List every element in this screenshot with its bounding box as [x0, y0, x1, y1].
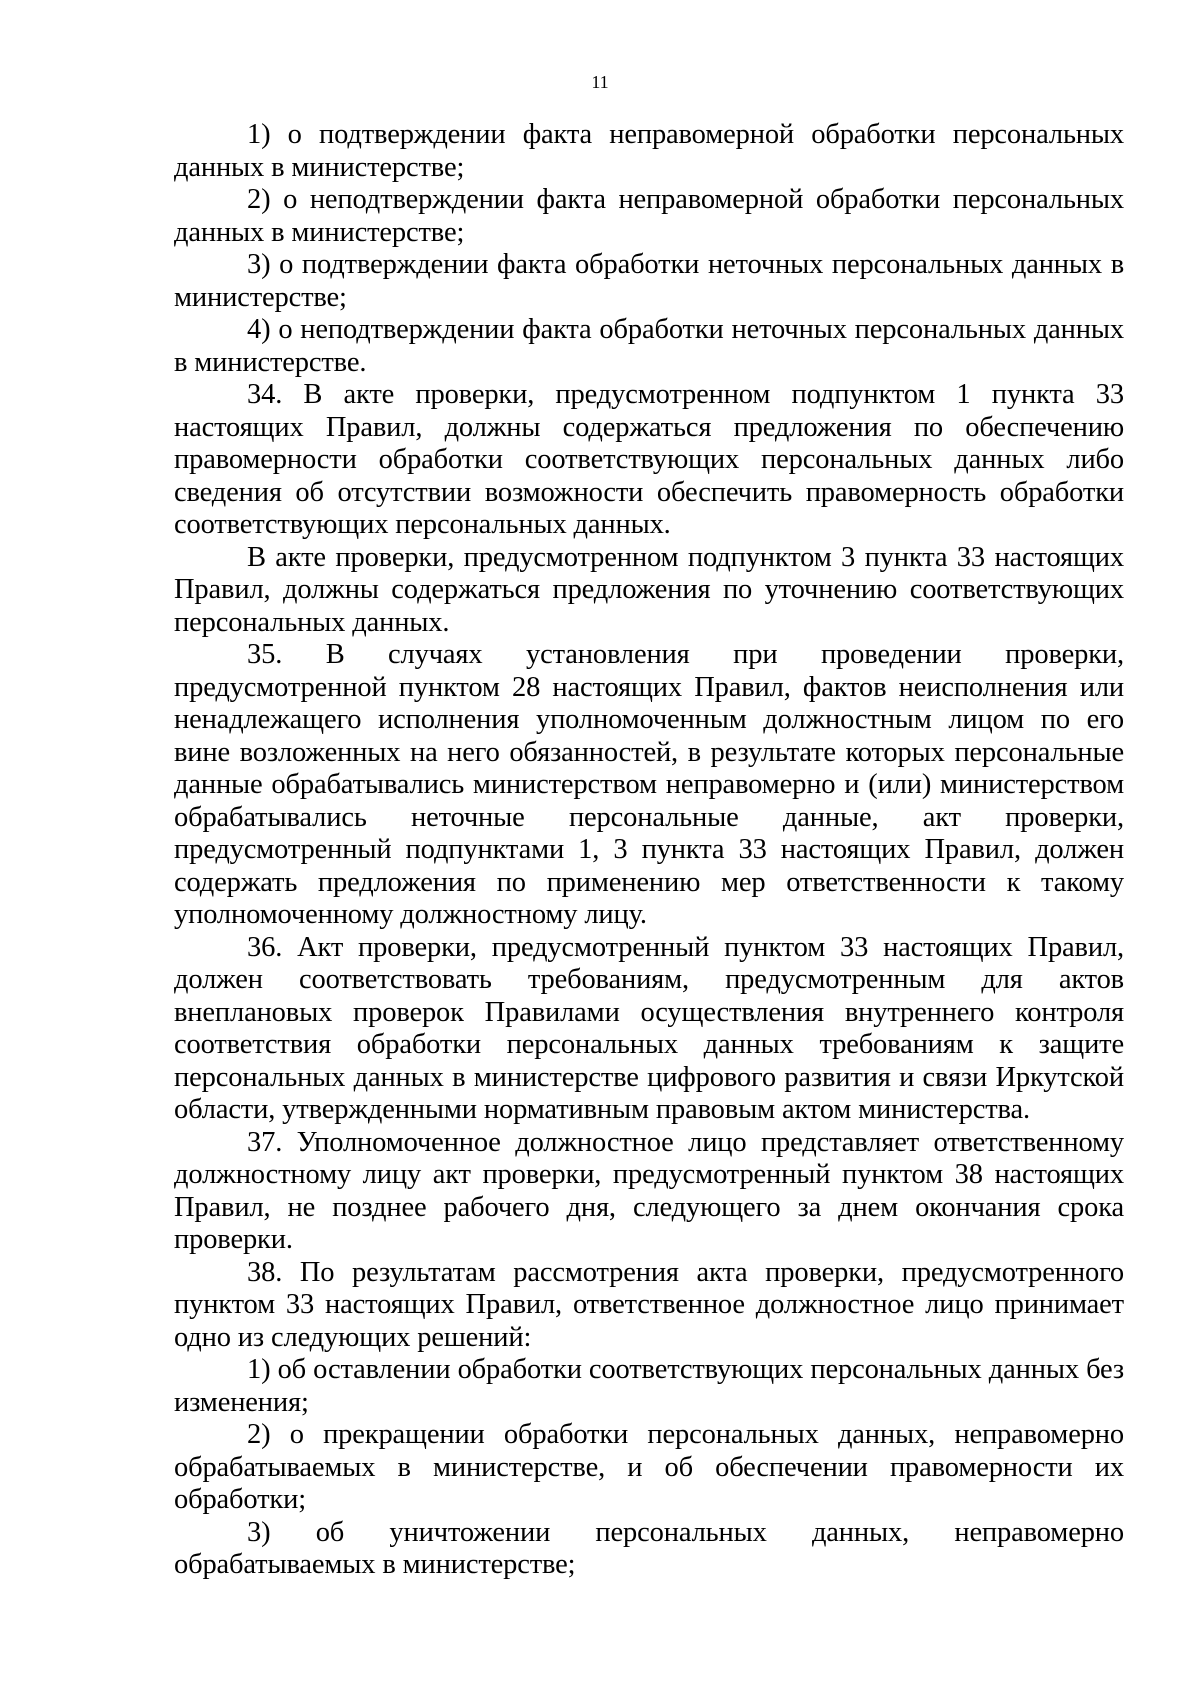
- paragraph-subitem-4: 4) о неподтверждении факта обработки неточных персональных данных в министерстве.: [174, 314, 1124, 378]
- paragraph-item-35: 35. В случаях установления при проведении проверки, предусмотренной пунктом 28 настоящих Правил, фактов неисполнения или ненадлежащего исполнения уполномоченным должностным лицом по его вине возложенных на него обязанностей, в результате которых персональные данные обрабатывались министерством неправомерно и (или) министерством обрабатывались неточные персональные данные, акт проверки, предусмотренный подпунктами 1, 3 пункта 33 настоящих Правил, должен содержать предложения по применению мер ответственности к такому уполномоченному должностному лицу.: [174, 639, 1124, 930]
- paragraph-decision-2: 2) о прекращении обработки персональных данных, неправомерно обрабатываемых в министерстве, и об обеспечении правомерности их обработки;: [174, 1419, 1124, 1515]
- paragraph-item-36: 36. Акт проверки, предусмотренный пунктом 33 настоящих Правил, должен соответствовать требованиям, предусмотренным для актов внеплановых проверок Правилами осуществления внутреннего контроля соответствия обработки персональных данных требованиям к защите персональных данных в министерстве цифрового развития и связи Иркутской области, утвержденными нормативным правовым актом министерства.: [174, 931, 1124, 1125]
- paragraph-item-34-continued: В акте проверки, предусмотренном подпунктом 3 пункта 33 настоящих Правил, должны содержаться предложения по уточнению соответствующих персональных данных.: [174, 541, 1124, 638]
- paragraph-subitem-3: 3) о подтверждении факта обработки неточных персональных данных в министерстве;: [174, 249, 1124, 313]
- paragraph-decision-1: 1) об оставлении обработки соответствующих персональных данных без изменения;: [174, 1354, 1124, 1418]
- paragraph-subitem-2: 2) о неподтверждении факта неправомерной обработки персональных данных в министерстве;: [174, 184, 1124, 248]
- paragraph-item-37: 37. Уполномоченное должностное лицо представляет ответственному должностному лицу акт проверки, предусмотренный пунктом 38 настоящих Правил, не позднее рабочего дня, следующего за днем окончания срока проверки.: [174, 1126, 1124, 1255]
- page-number: 11: [591, 72, 609, 92]
- paragraph-decision-3: 3) об уничтожении персональных данных, неправомерно обрабатываемых в министерстве;: [174, 1516, 1124, 1580]
- paragraph-item-38: 38. По результатам рассмотрения акта проверки, предусмотренного пунктом 33 настоящих Правил, ответственное должностное лицо принимает одно из следующих решений:: [174, 1256, 1124, 1353]
- paragraph-item-34: 34. В акте проверки, предусмотренном подпунктом 1 пункта 33 настоящих Правил, должны содержаться предложения по обеспечению правомерности обработки соответствующих персональных данных либо сведения об отсутствии возможности обеспечить правомерность обработки соответствующих персональных данных.: [174, 379, 1124, 540]
- document-body: [174, 119, 1124, 1582]
- paragraph-subitem-1: 1) о подтверждении факта неправомерной обработки персональных данных в министерстве;: [174, 119, 1124, 183]
